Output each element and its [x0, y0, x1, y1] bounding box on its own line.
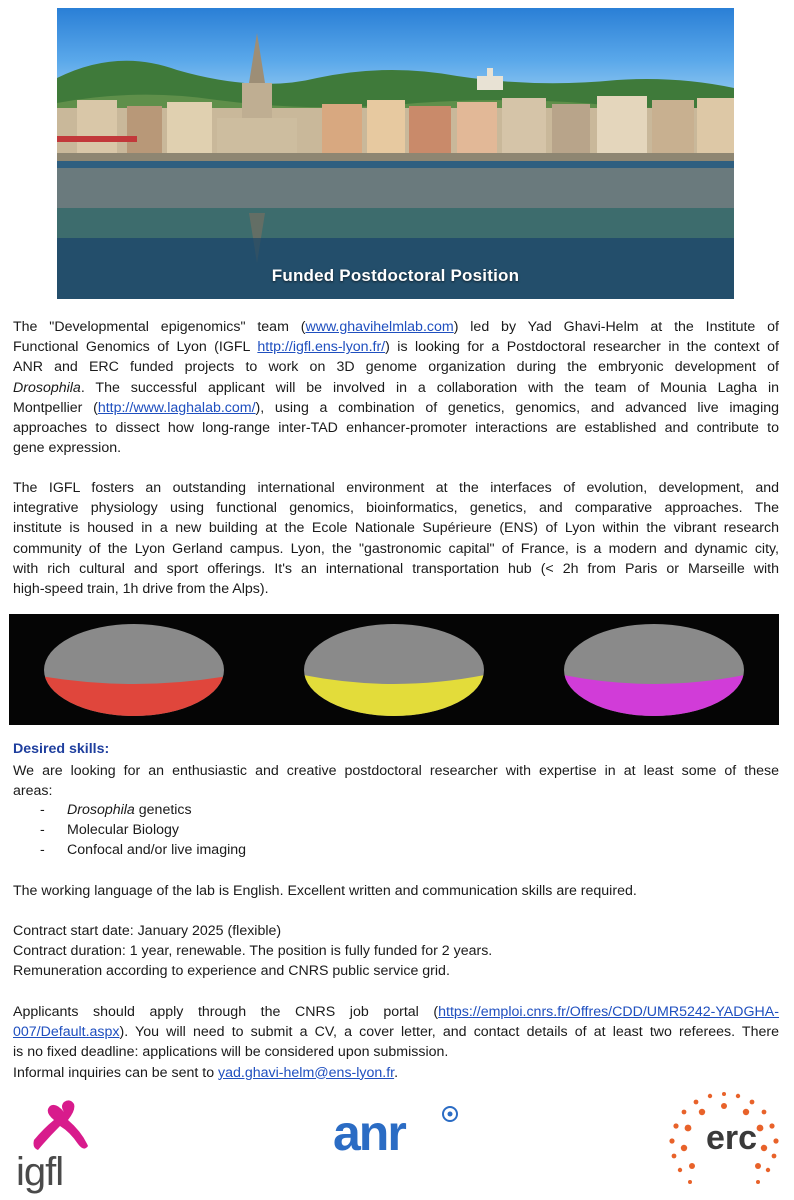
contract-start: Contract start date: January 2025 (flexible) [13, 923, 282, 939]
language-sentence: The working language of the lab is English. Excellent written and communication skills are required. [13, 883, 637, 899]
list-item: - Confocal and/or live imaging [40, 842, 247, 859]
intro-line-5: Montpellier (http://www.laghalab.com/), using a combination of genetics, genomics, and advanced live imaging [13, 399, 780, 416]
anr-logo-text: anr [333, 1105, 405, 1161]
igfl-paragraph [13, 478, 779, 599]
igfl-logo-text: igfl [16, 1150, 64, 1194]
igfl-website-link[interactable]: http://igfl.ens-lyon.fr/ [257, 339, 386, 356]
intro-line-4: Drosophila. The successful applicant will be involved in a collaboration with the team of Mounia Lagha in [13, 379, 779, 396]
igfl-line-1: The IGFL fosters an outstanding international environment at the interfaces of evolution, development, and [13, 480, 779, 496]
skills-heading: Desired skills: [13, 741, 110, 757]
igfl-line-4: community of the Lyon Gerland campus. Lyon, the "gastronomic capital" of France, is a modern and dynamic city, [13, 540, 779, 557]
igfl-line-6: high-speed train, 1h drive from the Alps). [13, 581, 269, 598]
igfl-logo-mark [24, 1098, 96, 1158]
embryo-magenta-image [549, 624, 759, 724]
apply-line-1: Applicants should apply through the CNRS job portal (https://emploi.cnrs.fr/Offres/CDD/UMR5242-YADGHA- [13, 1004, 779, 1020]
hero-title: Funded Postdoctoral Position [271, 266, 520, 285]
intro-line-1: The "Developmental epigenomics" team (www.ghavihelmlab.com) led by Yad Ghavi-Helm at the Institute of [13, 319, 779, 335]
erc-logo-text: erc [706, 1119, 758, 1157]
intro-line-6: approaches to dissect how long-range inter-TAD enhancer-promoter interactions are established and contribute to [13, 420, 779, 437]
cnrs-job-portal-link[interactable]: https://emploi.cnrs.fr/Offres/CDD/UMR5242-YADGHA- [438, 1004, 779, 1020]
list-item: - Molecular Biology [40, 822, 179, 839]
apply-line-3: is no fixed deadline: applications will be considered upon submission. [13, 1044, 449, 1061]
igfl-line-3: institute is housed in a new building at the Ecole Nationale Supérieure (ENS) of Lyon within the vibrant research [13, 520, 779, 537]
contract-duration: Contract duration: 1 year, renewable. The position is fully funded for 2 years. [13, 943, 493, 959]
embryo-yellow-image [289, 624, 499, 724]
skills-line-2: areas: [13, 783, 53, 800]
intro-line-3: ANR and ERC funded projects to work on 3D genome organization during the embryonic development of [13, 359, 779, 376]
remuneration: Remuneration according to experience and CNRS public service grid. [13, 963, 450, 979]
skills-line-1: We are looking for an enthusiastic and creative postdoctoral researcher with expertise in at least some of these [13, 763, 779, 779]
lyon-cityscape-image [57, 8, 734, 299]
intro-paragraph [13, 317, 779, 458]
apply-line-4: Informal inquiries can be sent to yad.ghavi-helm@ens-lyon.fr. [13, 1064, 399, 1081]
skills-paragraph [13, 761, 779, 801]
igfl-line-2: integrative physiology using functional genomics, bioinformatics, genetics, and comparative approaches. The [13, 500, 779, 517]
apply-paragraph [13, 1002, 779, 1083]
hero-banner [57, 8, 734, 299]
igfl-line-5: with rich cultural and sport offerings. It's an international transportation hub (< 2h from Paris or Marseille with [13, 560, 779, 577]
apply-line-2: 007/Default.aspx). You will need to submit a CV, a cover letter, and contact details of at least two referees. There [13, 1024, 779, 1041]
embryo-image-strip [9, 614, 779, 725]
embryo-red-image [29, 624, 239, 724]
laghalab-link[interactable]: http://www.laghalab.com/ [97, 399, 256, 416]
ghavihelmlab-link[interactable]: www.ghavihelmlab.com [305, 319, 454, 335]
contact-email-link[interactable]: yad.ghavi-helm@ens-lyon.fr [218, 1064, 395, 1081]
intro-line-7: gene expression. [13, 440, 122, 457]
list-item: - Drosophila genetics [40, 802, 192, 818]
anr-logo-dot-icon [440, 1104, 460, 1124]
cnrs-job-portal-link-cont[interactable]: 007/Default.aspx [13, 1024, 120, 1041]
skills-list [40, 800, 246, 861]
intro-line-2: Functional Genomics of Lyon (IGFL http://igfl.ens-lyon.fr/) is looking for a Postdoctoral researcher in the context of [13, 339, 779, 356]
